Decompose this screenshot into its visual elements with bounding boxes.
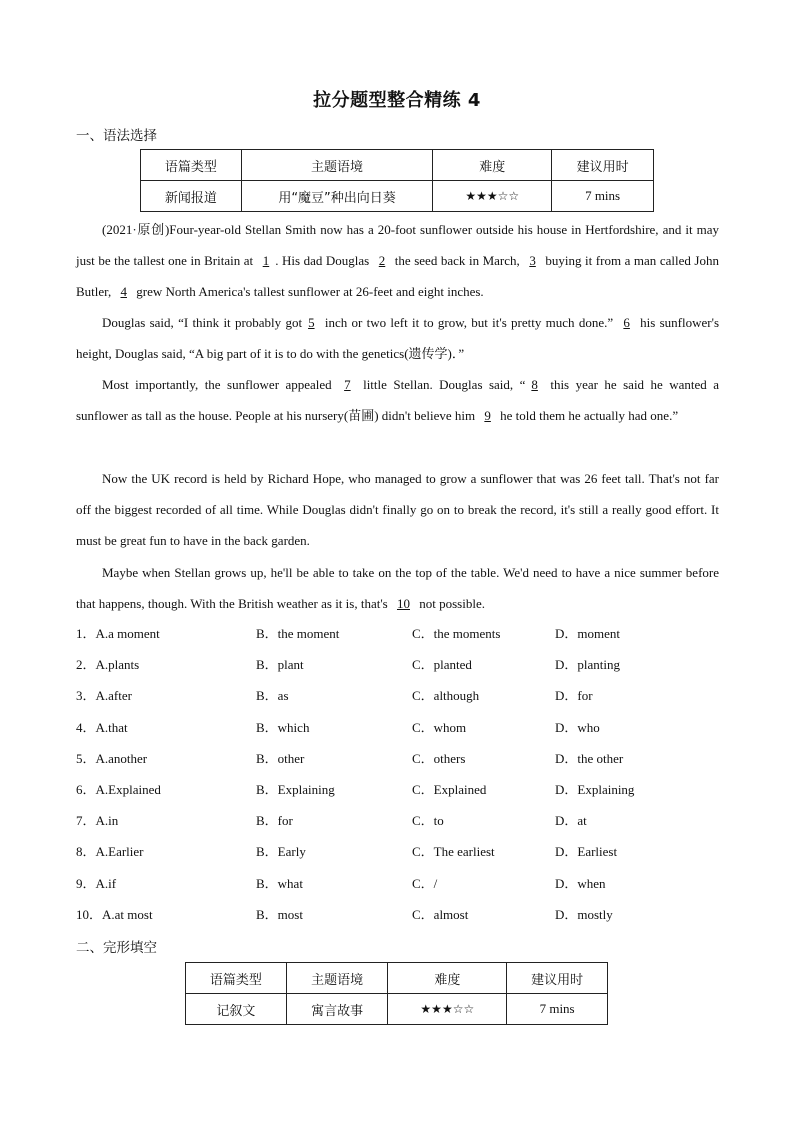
table-header-cell: 主题语境 [286, 963, 388, 994]
option-b[interactable]: B．plant [256, 657, 304, 673]
difficulty-stars: ★★★☆☆ [433, 181, 552, 212]
option-a[interactable]: 4．A.that [76, 719, 128, 735]
option-a[interactable]: 6．A.Explained [76, 781, 161, 797]
option-a[interactable]: 1．A.a moment [76, 626, 160, 641]
option-c[interactable]: C．whom [412, 719, 467, 735]
option-d[interactable]: D．planting [555, 657, 620, 673]
option-c[interactable]: C．to [412, 813, 444, 829]
passage-text: his sunflower's height, Douglas said, “A big part of it is to do with the genetics(遗传学)．” [76, 315, 720, 362]
table-header-cell: 语篇类型 [141, 150, 242, 181]
blank-3: 3 [529, 253, 536, 269]
blank-9: 9 [484, 408, 491, 424]
passage-text: Most importantly, the sunflower appealed [102, 377, 339, 392]
option-a[interactable]: 7．A.in [76, 813, 119, 829]
option-b[interactable]: B．the moment [256, 626, 340, 641]
option-a[interactable]: 10．A.at most [76, 906, 153, 922]
option-a[interactable]: 2．A.plants [76, 657, 140, 673]
blank-1: 1 [262, 253, 270, 269]
blank-8: 8 [531, 377, 538, 392]
table-cell: 寓言故事 [286, 994, 388, 1025]
passage-text: not possible. [415, 596, 485, 612]
blank-2: 2 [378, 253, 386, 269]
passage-text: the seed back in March, [391, 253, 524, 269]
option-row [76, 653, 736, 684]
table-header-cell: 主题语境 [241, 150, 433, 181]
option-b[interactable]: B．Explaining [256, 781, 335, 797]
blank-4: 4 [120, 284, 127, 300]
table-cell: 记叙文 [186, 994, 287, 1025]
table-header-cell: 语篇类型 [186, 963, 287, 994]
passage-text: Douglas said, “I think it probably got [102, 315, 303, 330]
option-a[interactable]: 3．A.after [76, 688, 132, 704]
table-cell: 7 mins [507, 994, 608, 1025]
passage-text: little Stellan. Douglas said, “ [356, 377, 526, 392]
table-cell: 用“魔豆”种出向日葵 [241, 181, 433, 212]
option-c[interactable]: C．Explained [412, 781, 487, 797]
passage-text: this year he said he wanted a sunflower as tall as the house. People at his nursery(苗圃) didn't believe him [76, 377, 719, 424]
table-row [141, 181, 654, 212]
blank-10: 10 [396, 596, 410, 612]
option-d[interactable]: D．mostly [555, 906, 613, 922]
option-b[interactable]: B．what [256, 875, 303, 891]
option-c[interactable]: C．almost [412, 906, 469, 922]
passage-text: Now the UK record is held by Richard Hope, who managed to grow a sunflower that was 26 feet tall. That's not far off the biggest recorded of all time. While Douglas didn't finally go on to break the record, it's still a really good effort. It must be great fun to have in the back garden. [76, 471, 719, 549]
passage-paragraph-2 [76, 307, 719, 369]
page-title: 拉分题型整合精练 4 [313, 90, 481, 111]
option-a[interactable]: 8．A.Earlier [76, 844, 144, 860]
table-header-row [186, 963, 608, 994]
table-header-cell: 难度 [388, 963, 507, 994]
blank-6: 6 [623, 315, 630, 330]
table-cell: 7 mins [552, 181, 654, 212]
table-header-cell: 难度 [433, 150, 552, 181]
option-row [76, 872, 736, 903]
option-row [76, 716, 736, 747]
passage-text: inch or two left it to grow, but it's pretty much done.” [320, 315, 618, 330]
option-d[interactable]: D．for [555, 688, 593, 704]
option-row [76, 840, 736, 871]
passage-paragraph-4 [76, 463, 719, 557]
option-row [76, 778, 736, 809]
passage-paragraph-1 [76, 214, 719, 308]
option-d[interactable]: D．when [555, 875, 606, 891]
table-header-cell: 建议用时 [552, 150, 654, 181]
passage-text: buying it from a man called John Butler, [76, 253, 719, 300]
passage-paragraph-3 [76, 369, 719, 431]
passage-paragraph-5 [76, 557, 719, 619]
passage-text: (2021·原创)Four-year-old Stellan Smith now has a 20-foot sunflower outside his house in Hertfordshire, and it may just be the tallest one in Britain at [76, 222, 719, 269]
option-b[interactable]: B．for [256, 813, 293, 829]
option-a[interactable]: 9．A.if [76, 875, 117, 891]
passage-text: grew North America's tallest sunflower at 26-feet and eight inches. [132, 284, 484, 300]
option-row [76, 622, 736, 653]
option-row [76, 684, 736, 715]
info-table-grammar [140, 149, 654, 212]
table-row [186, 994, 608, 1025]
option-b[interactable]: B．which [256, 719, 310, 735]
section-heading-cloze: 二、完形填空 [76, 940, 157, 956]
option-d[interactable]: D．who [555, 719, 600, 735]
option-row [76, 747, 736, 778]
passage-text: he told them he actually had one.” [496, 408, 679, 424]
info-table-cloze [185, 962, 608, 1025]
option-c[interactable]: C．others [412, 750, 466, 766]
option-c[interactable]: C．/ [412, 875, 438, 891]
blank-7: 7 [344, 377, 351, 392]
option-b[interactable]: B．as [256, 688, 289, 704]
answer-options [76, 622, 736, 934]
difficulty-stars: ★★★☆☆ [388, 994, 507, 1025]
table-cell: 新闻报道 [141, 181, 242, 212]
option-b[interactable]: B．Early [256, 844, 306, 860]
option-c[interactable]: C．planted [412, 657, 472, 673]
option-row [76, 809, 736, 840]
option-d[interactable]: D．Earliest [555, 844, 618, 860]
table-header-row [141, 150, 654, 181]
option-d[interactable]: D．Explaining [555, 781, 635, 797]
passage-text: . His dad Douglas [275, 253, 373, 269]
passage-text: Maybe when Stellan grows up, he'll be able to take on the top of the table. We'd need to have a nice summer before that happens, though. With the British weather as it is, that's [76, 565, 719, 612]
option-d[interactable]: D．the other [555, 750, 624, 766]
blank-5: 5 [308, 315, 315, 330]
option-b[interactable]: B．other [256, 750, 305, 766]
section-heading-grammar: 一、语法选择 [76, 128, 157, 144]
option-row [76, 903, 736, 934]
option-d[interactable]: D．moment [555, 626, 620, 641]
option-b[interactable]: B．most [256, 906, 303, 922]
option-c[interactable]: C．the moments [412, 626, 501, 641]
option-a[interactable]: 5．A.another [76, 750, 148, 766]
option-c[interactable]: C．The earliest [412, 844, 495, 860]
option-d[interactable]: D．at [555, 813, 587, 829]
table-header-cell: 建议用时 [507, 963, 608, 994]
option-c[interactable]: C．although [412, 688, 480, 704]
